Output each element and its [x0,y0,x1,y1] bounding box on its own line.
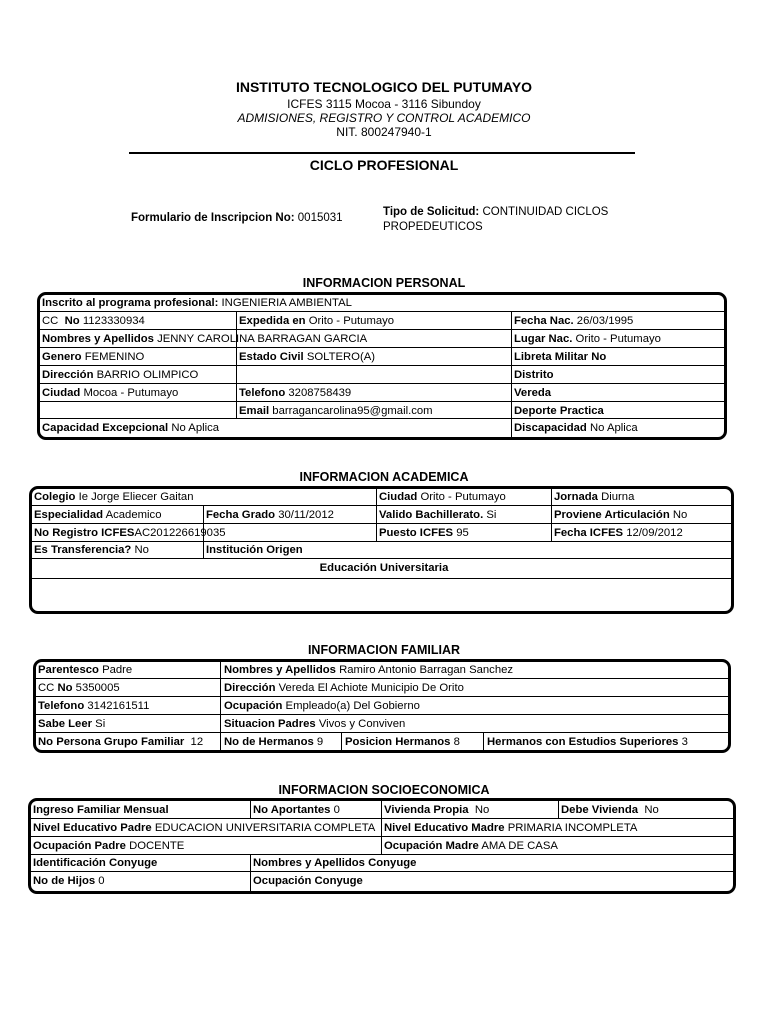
academic-colegio: Colegio Ie Jorge Eliecer Gaitan [34,491,194,503]
request-type-value-2: PROPEDEUTICOS [383,221,483,233]
cycle-title: CICLO PROFESIONAL [309,157,459,173]
personal-expedida: Expedida en Orito - Putumayo [239,315,395,327]
socio-ocupacion-padre: Ocupación Padre DOCENTE [33,840,185,852]
personal-cc: CC No 1123330934 [42,315,145,327]
nit-line: NIT. 800247940-1 [336,125,432,139]
socio-debe: Debe Vivienda No [561,804,659,816]
academic-transferencia: Es Transferencia? No [34,544,149,556]
personal-direccion: Dirección BARRIO OLIMPICO [42,369,199,381]
personal-vereda: Vereda [514,387,552,399]
institution-title: INSTITUTO TECNOLOGICO DEL PUTUMAYO [235,79,533,95]
header-divider [129,152,635,154]
socio-id-conyuge: Identificación Conyuge [33,857,158,869]
personal-estado-civil: Estado Civil SOLTERO(A) [239,351,376,363]
socio-hijos: No de Hijos 0 [33,875,105,887]
socio-ocupacion-madre: Ocupación Madre AMA DE CASA [384,840,558,852]
socio-aportantes: No Aportantes 0 [253,804,340,816]
personal-lugarnac: Lugar Nac. Orito - Putumayo [514,333,661,345]
personal-email: Email barragancarolina95@gmail.com [239,405,433,417]
socio-ocupacion-conyuge: Ocupación Conyuge [253,875,363,887]
socio-ingreso: Ingreso Familiar Mensual [33,804,169,816]
personal-deporte: Deporte Practica [514,405,604,417]
academic-especialidad: Especialidad Academico [34,509,162,521]
socio-nivel-padre: Nivel Educativo Padre EDUCACION UNIVERSITARIA COMPLETA [33,822,376,834]
family-direccion: Dirección Vereda El Achiote Municipio De Orito [224,682,464,694]
department-line: ADMISIONES, REGISTRO Y CONTROL ACADEMICO [237,111,531,125]
section-title-personal: INFORMACION PERSONAL [302,276,466,290]
academic-fechagrado: Fecha Grado 30/11/2012 [206,509,334,521]
socio-vivienda: Vivienda Propia No [384,804,490,816]
section-title-socio: INFORMACION SOCIOECONOMICA [278,783,490,797]
form-number-label: Formulario de Inscripcion No: [131,212,295,224]
personal-distrito: Distrito [514,369,554,381]
icfes-line: ICFES 3115 Mocoa - 3116 Sibundoy [287,97,481,111]
request-type-label: Tipo de Solicitud: [383,206,480,218]
academic-fechaicfes: Fecha ICFES 12/09/2012 [554,527,683,539]
section-title-family: INFORMACION FAMILIAR [307,643,461,657]
personal-ciudad: Ciudad Mocoa - Putumayo [42,387,179,399]
personal-programa: Inscrito al programa profesional: INGENIERIA AMBIENTAL [42,297,352,309]
socio-nombres-conyuge: Nombres y Apellidos Conyuge [253,857,417,869]
form-number-value: 0015031 [297,212,343,224]
personal-fechanac: Fecha Nac. 26/03/1995 [514,315,634,327]
academic-puesto: Puesto ICFES 95 [379,527,469,539]
academic-valido: Valido Bachillerato. Si [379,509,497,521]
academic-jornada: Jornada Diurna [554,491,635,503]
family-nombres: Nombres y Apellidos Ramiro Antonio Barragan Sanchez [224,664,514,676]
personal-genero: Genero FEMENINO [42,351,145,363]
academic-articulacion: Proviene Articulación No [554,509,688,521]
request-type-value-1: CONTINUIDAD CICLOS [482,206,609,218]
family-posicion: Posicion Hermanos 8 [345,736,460,748]
section-title-academic: INFORMACION ACADEMICA [299,470,469,484]
family-cc: CC No 5350005 [38,682,120,694]
personal-telefono: Telefono 3208758439 [239,387,352,399]
family-superiores: Hermanos con Estudios Superiores 3 [487,736,688,748]
family-parentesco: Parentesco Padre [38,664,133,676]
family-hermanos: No de Hermanos 9 [224,736,324,748]
family-leer: Sabe Leer Si [38,718,106,730]
family-grupo: No Persona Grupo Familiar 12 [38,736,204,748]
academic-ciudad: Ciudad Orito - Putumayo [379,491,506,503]
form-number [131,212,343,224]
personal-discapacidad: Discapacidad No Aplica [514,422,638,434]
personal-libreta: Libreta Militar No [514,351,607,363]
family-ocupacion: Ocupación Empleado(a) Del Gobierno [224,700,420,712]
family-telefono: Telefono 3142161511 [38,700,150,712]
academic-registro: No Registro ICFESAC201226619035 [34,527,226,539]
personal-capacidad: Capacidad Excepcional No Aplica [42,422,220,434]
family-situacion: Situacion Padres Vivos y Conviven [224,718,406,730]
academic-universitaria: Educación Universitaria [319,562,449,574]
personal-nombres: Nombres y Apellidos JENNY CAROLINA BARRAGAN GARCIA [42,333,368,345]
socio-nivel-madre: Nivel Educativo Madre PRIMARIA INCOMPLETA [384,822,638,834]
request-type [383,205,608,235]
academic-origen: Institución Origen [206,544,303,556]
